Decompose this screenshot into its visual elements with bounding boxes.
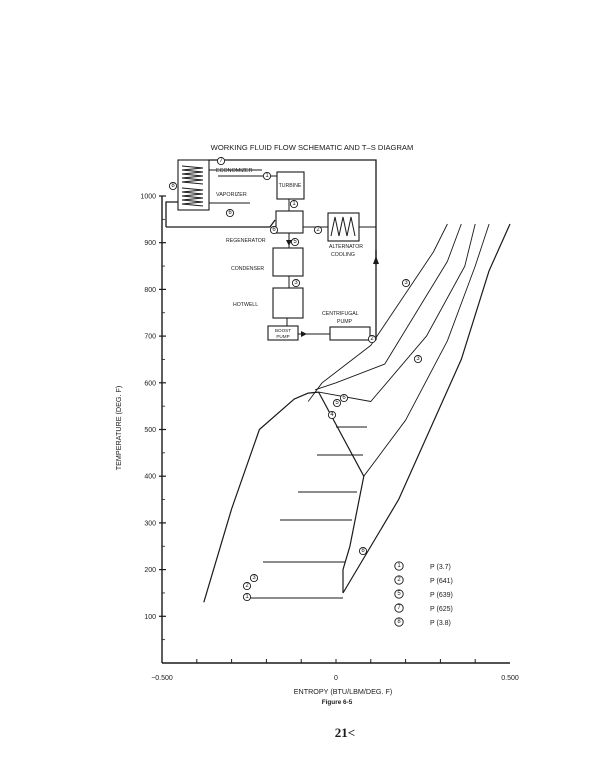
alternator-label: ALTERNATOR [329, 244, 364, 250]
state-marker [263, 172, 270, 179]
y-tick-label: 500 [144, 427, 156, 434]
svg-text:3: 3 [416, 356, 420, 362]
flow-schematic [166, 157, 379, 342]
pipe-line [166, 202, 178, 227]
legend-marker [395, 604, 403, 612]
svg-text:2: 2 [370, 336, 374, 342]
svg-text:6: 6 [228, 210, 232, 216]
svg-text:7: 7 [219, 158, 223, 164]
svg-text:5: 5 [397, 591, 401, 597]
state-marker [402, 279, 409, 286]
centrifugal-pump-box [330, 327, 370, 340]
legend-marker [395, 576, 403, 584]
boost-pump-label: BOOST [274, 328, 292, 333]
state-marker [292, 279, 299, 286]
flow-arrow [373, 256, 379, 264]
y-tick-label: 700 [144, 333, 156, 341]
figure-caption: Figure 6-5 [321, 699, 353, 706]
svg-text:1: 1 [245, 594, 249, 600]
svg-text:2: 2 [245, 583, 249, 589]
svg-text:8: 8 [171, 183, 175, 189]
svg-text:5: 5 [293, 239, 297, 245]
y-axis-label: TEMPERATURE (DEG. F) [114, 385, 123, 471]
svg-text:3: 3 [294, 280, 298, 286]
condenser-box [273, 248, 303, 276]
state-marker [217, 157, 224, 164]
legend-label: P (625) [430, 606, 453, 613]
alternator-cooling-unit [328, 213, 363, 258]
state-marker [243, 593, 250, 600]
svg-text:5: 5 [335, 400, 339, 406]
regenerator-label: REGENERATOR [226, 238, 266, 244]
svg-text:8: 8 [361, 548, 365, 554]
state-marker [250, 574, 257, 581]
ts-curve-line [343, 224, 510, 593]
svg-text:2: 2 [316, 227, 320, 233]
vaporizer-label: VAPORIZER [216, 192, 247, 198]
y-tick-label: 600 [144, 380, 156, 388]
svg-text:3: 3 [404, 280, 408, 286]
x-tick-label: 0 [334, 675, 338, 682]
legend-label: P (639) [430, 592, 453, 599]
svg-text:4: 4 [330, 412, 334, 418]
regenerator-box [276, 211, 303, 233]
svg-text:8: 8 [397, 619, 401, 625]
legend-label: P (641) [430, 578, 453, 585]
turbine-label: TURBINE [278, 183, 302, 189]
hotwell-label: HOTWELL [233, 302, 259, 308]
condenser-label: CONDENSER [231, 266, 265, 272]
svg-text:6: 6 [272, 227, 276, 233]
page-number: 21< [334, 725, 356, 740]
state-marker [226, 209, 233, 216]
state-marker [314, 226, 321, 233]
state-marker [291, 238, 298, 245]
centrifugal-label: CENTRIFUGAL [322, 311, 359, 317]
ts-curves [204, 224, 510, 602]
state-marker [169, 182, 176, 189]
diagram-title: WORKING FLUID FLOW SCHEMATIC AND T–S DIAGRAM [210, 143, 414, 152]
svg-text:7: 7 [397, 605, 401, 611]
svg-text:1: 1 [397, 563, 401, 569]
y-tick-label: 300 [144, 520, 156, 528]
svg-text:2: 2 [397, 577, 401, 583]
pipe-line [166, 220, 275, 227]
y-tick-label: 200 [144, 567, 156, 575]
y-tick-label: 800 [144, 286, 156, 294]
legend-marker [395, 562, 403, 570]
ts-curve-line [204, 392, 319, 602]
state-marker [270, 226, 277, 233]
state-marker [368, 335, 375, 342]
state-marker [243, 582, 250, 589]
ts-curve-line [319, 392, 364, 593]
centrifugal-pump-label: PUMP [337, 319, 352, 325]
cooling-label: COOLING [331, 252, 355, 258]
state-marker [414, 355, 421, 362]
ts-chart [114, 194, 519, 707]
legend [395, 562, 453, 627]
y-tick-label: 900 [144, 240, 156, 248]
state-marker [290, 200, 297, 207]
y-tick-label: 400 [144, 473, 156, 481]
state-marker [328, 411, 335, 418]
y-tick-label: 1000 [140, 193, 156, 201]
svg-text:6: 6 [342, 395, 346, 401]
svg-text:1: 1 [265, 173, 269, 179]
legend-label: P (3.8) [430, 620, 451, 627]
state-marker [340, 394, 347, 401]
svg-text:1: 1 [292, 201, 296, 207]
hotwell-box [273, 288, 303, 318]
boost-pump-label-2: PUMP [276, 334, 290, 339]
state-marker [333, 399, 340, 406]
two-phase-dome-lines [250, 427, 367, 598]
y-tick-label: 100 [144, 613, 156, 621]
svg-text:3: 3 [252, 575, 256, 581]
legend-marker [395, 618, 403, 626]
legend-label: P (3.7) [430, 564, 451, 571]
x-tick-label: 0.500 [501, 675, 519, 682]
economizer-label: ECONOMIZER [216, 168, 253, 174]
legend-marker [395, 590, 403, 598]
x-tick-label: −0.500 [151, 675, 173, 682]
state-marker [359, 547, 366, 554]
x-axis-label: ENTROPY (BTU/LBM/DEG. F) [293, 687, 393, 696]
flow-arrow [301, 331, 307, 337]
